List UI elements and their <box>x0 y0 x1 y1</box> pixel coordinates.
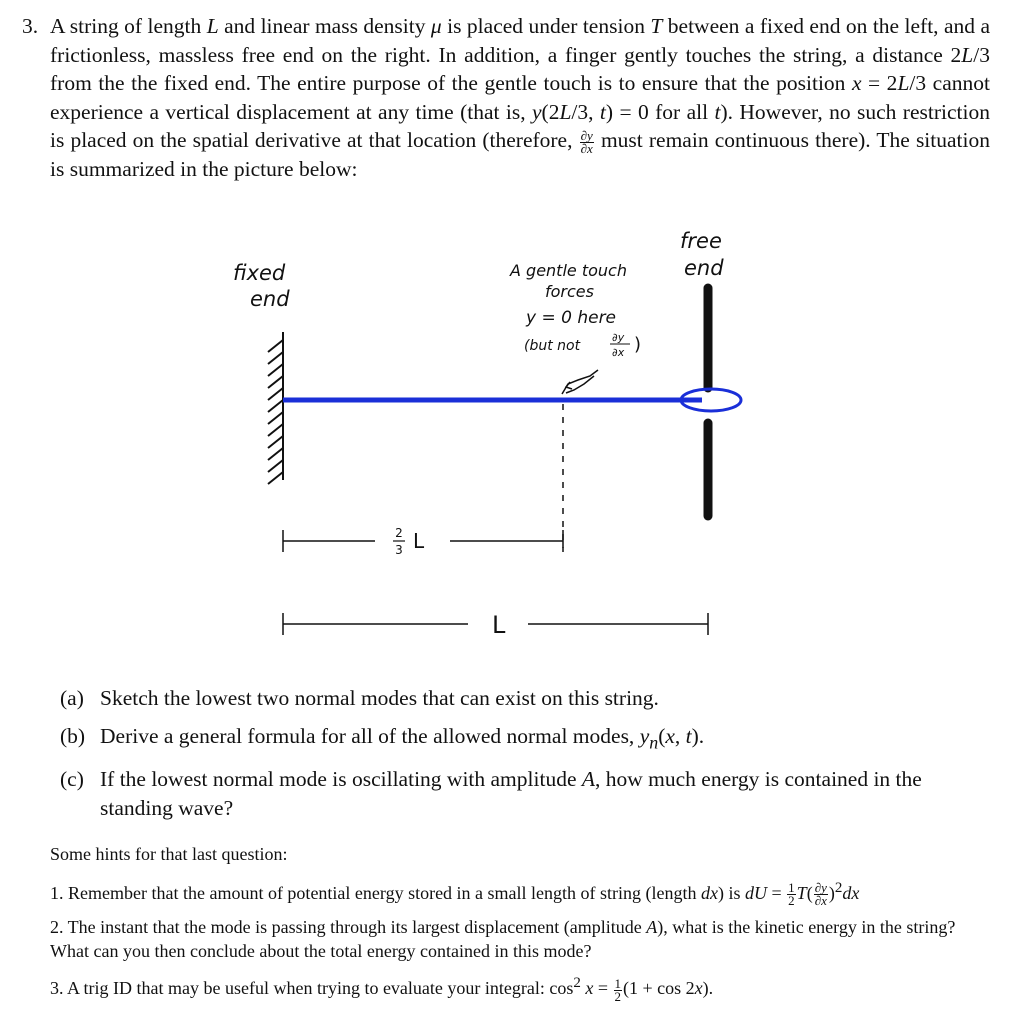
question-parts <box>60 684 990 832</box>
hints-title: Some hints for that last question: <box>50 844 288 864</box>
problem-statement <box>22 12 990 184</box>
free-end-label-2: end <box>684 256 724 280</box>
problem-number: 3. <box>22 14 39 38</box>
hints-section <box>50 842 990 1011</box>
part-a-text: Sketch the lowest two normal modes that can exist on this string. <box>100 686 659 710</box>
dim-two-thirds-var: L <box>413 529 425 553</box>
hint-1: 1. Remember that the amount of potential energy stored in a small length of string (length dx) is dU = $\frac{1}{2}$ T( $\frac{\partial y}{\partial x}$ )$^2$dx <box>50 880 860 909</box>
finger-icon <box>562 370 598 394</box>
touch-dx: ∂x <box>612 346 625 359</box>
free-end-label-1: free <box>680 229 722 253</box>
fixed-end-label-2: end <box>250 287 290 311</box>
part-b <box>60 722 990 757</box>
hint-3: 3. A trig ID that may be useful when trying to evaluate your integral: $\cos^2 x$ = $\frac{1}{2}$ (1 + cos 2x). <box>50 975 714 1004</box>
string-diagram <box>0 200 1024 650</box>
part-c-label: (c) <box>60 767 84 792</box>
part-b-text: Derive a general formula for all of the allowed normal modes, $y_n(x$, t). <box>100 723 705 752</box>
fixed-end-label-1: fixed <box>233 261 286 285</box>
part-a <box>60 684 990 713</box>
touch-label-1: A gentle touch <box>510 261 627 280</box>
touch-close: ) <box>634 334 642 355</box>
part-b-label: (b) <box>60 723 86 748</box>
dim-L-label: L <box>492 611 506 639</box>
part-c-text: If the lowest normal mode is oscillating with amplitude A, how much energy is contained in the standing wave? <box>100 767 922 821</box>
dim-two-thirds-den: 3 <box>395 543 403 557</box>
touch-label-4: (but not <box>524 338 581 354</box>
dim-two-thirds-num: 2 <box>395 526 403 540</box>
touch-label-3: y = 0 here <box>526 308 617 328</box>
part-a-label: (a) <box>60 686 84 710</box>
fixed-wall <box>268 332 283 484</box>
part-c <box>60 765 990 822</box>
touch-dy: ∂y <box>612 331 625 344</box>
hint-2: 2. The instant that the mode is passing through its largest displacement (amplitude A), what is the kinetic energy in the string? What can you then conclude about the total energy contained in this mode? <box>50 917 956 962</box>
touch-label-2: forces <box>545 282 594 301</box>
problem-text: A string of length L and linear mass density μ is placed under tension T between a fixed end on the left, and a frictionless, massless free end on the right. In addition, a finger gently touches the string, a distance 2L/3 from the the fixed end. The entire purpose of the gentle touch is to ensure that the position x = 2L/3 cannot experience a vertical displacement at any time (that is, y(2L/3, t) = 0 for all t). However, no such restriction is placed on the spatial derivative at that location (therefore, $\frac{\partial y}{\partial x}$ must remain continuous there). The situation is summarized in the picture below: <box>50 14 991 181</box>
